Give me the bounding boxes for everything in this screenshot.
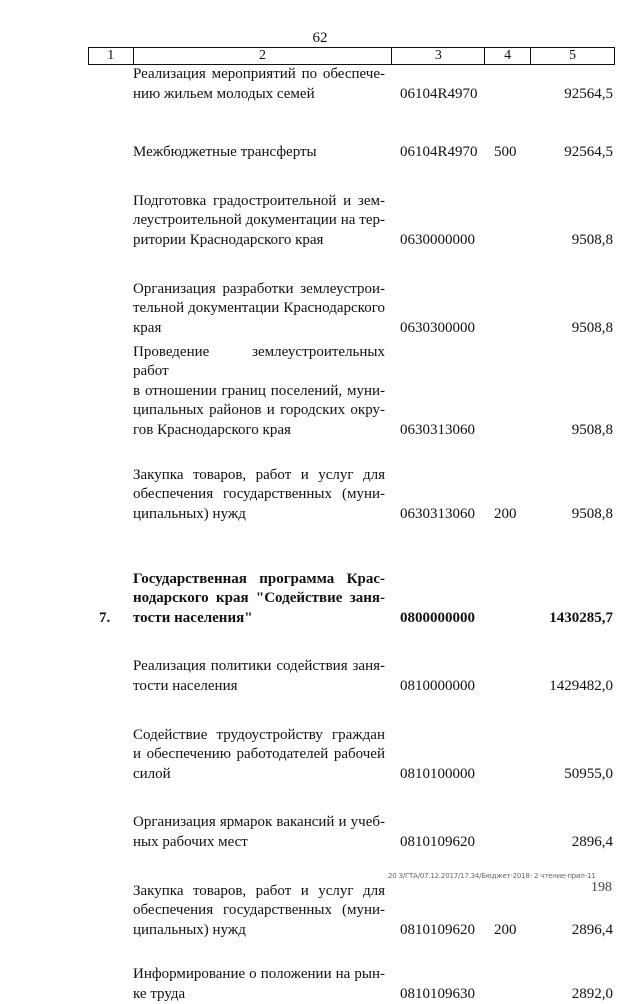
table-row bbox=[0, 66, 640, 104]
description-line: ципальных районов и городских окру- bbox=[133, 401, 385, 421]
description-line: Межбюджетные трансферты bbox=[133, 143, 385, 163]
table-row bbox=[0, 714, 640, 784]
row-target-code: 0630313060 bbox=[400, 505, 475, 525]
description-line: Закупка товаров, работ и услуг для bbox=[133, 882, 385, 902]
description-line: и обеспечению работодателей рабочей bbox=[133, 745, 385, 765]
table-row bbox=[0, 180, 640, 250]
table-row bbox=[0, 458, 640, 524]
column-header-table bbox=[88, 47, 615, 65]
row-description bbox=[133, 65, 385, 104]
row-description bbox=[133, 570, 385, 629]
row-target-code: 0810109620 bbox=[400, 921, 475, 941]
row-description bbox=[133, 726, 385, 785]
row-target-code: 0810100000 bbox=[400, 765, 475, 785]
row-amount: 2896,4 bbox=[572, 833, 613, 853]
budget-rows bbox=[0, 66, 640, 1004]
row-expense-type: 200 bbox=[494, 921, 517, 941]
description-line: нию жильем молодых семей bbox=[133, 85, 385, 105]
description-line: ритории Краснодарского края bbox=[133, 231, 385, 251]
row-amount: 92564,5 bbox=[564, 143, 613, 163]
row-amount: 50955,0 bbox=[564, 765, 613, 785]
row-target-code: 0810000000 bbox=[400, 677, 475, 697]
row-expense-type: 500 bbox=[494, 143, 517, 163]
row-amount: 1430285,7 bbox=[549, 609, 613, 629]
description-line: в отношении границ поселений, муни- bbox=[133, 382, 385, 402]
description-line: Организация разработки землеустрои- bbox=[133, 280, 385, 300]
description-line: Реализация мероприятий по обеспече- bbox=[133, 65, 385, 85]
table-row bbox=[0, 548, 640, 628]
description-line: тости населения bbox=[133, 677, 385, 697]
row-description bbox=[133, 882, 385, 941]
description-line: Закупка товаров, работ и услуг для bbox=[133, 466, 385, 486]
row-description bbox=[133, 466, 385, 525]
row-number: 7. bbox=[99, 609, 110, 629]
column-header-2: 2 bbox=[133, 48, 392, 65]
description-line: гов Краснодарского края bbox=[133, 421, 385, 441]
description-line: ципальных) нужд bbox=[133, 921, 385, 941]
row-target-code: 0630000000 bbox=[400, 231, 475, 251]
description-line: Подготовка градостроительной и зем- bbox=[133, 192, 385, 212]
column-header-1: 1 bbox=[89, 48, 134, 65]
description-line: тости населения" bbox=[133, 609, 385, 629]
description-line: ке труда bbox=[133, 985, 385, 1004]
table-row bbox=[0, 128, 640, 162]
table-row bbox=[0, 268, 640, 338]
table-row bbox=[0, 870, 640, 940]
row-amount: 2896,4 bbox=[572, 921, 613, 941]
row-amount: 9508,8 bbox=[572, 505, 613, 525]
column-header-row bbox=[89, 48, 615, 65]
table-row bbox=[0, 802, 640, 852]
row-amount: 9508,8 bbox=[572, 319, 613, 339]
row-amount: 92564,5 bbox=[564, 85, 613, 105]
description-line: обеспечения государственных (муни- bbox=[133, 485, 385, 505]
row-description bbox=[133, 813, 385, 852]
description-line: Проведение землеустроительных работ bbox=[133, 343, 385, 382]
row-description bbox=[133, 280, 385, 339]
row-target-code: 0630300000 bbox=[400, 319, 475, 339]
description-line: тельной документации Краснодарского bbox=[133, 299, 385, 319]
footer-sheet-number: 198 bbox=[591, 880, 612, 896]
row-amount: 1429482,0 bbox=[549, 677, 613, 697]
description-line: Информирование о положении на рын- bbox=[133, 965, 385, 985]
row-amount: 2892,0 bbox=[572, 985, 613, 1004]
description-line: Государственная программа Крас- bbox=[133, 570, 385, 590]
row-description bbox=[133, 192, 385, 251]
description-line: обеспечения государственных (муни- bbox=[133, 901, 385, 921]
row-description bbox=[133, 343, 385, 441]
table-row bbox=[0, 646, 640, 696]
column-header-5: 5 bbox=[530, 48, 614, 65]
description-line: Реализация политики содействия заня- bbox=[133, 657, 385, 677]
row-target-code: 06104R4970 bbox=[400, 143, 478, 163]
column-header-3: 3 bbox=[392, 48, 485, 65]
row-target-code: 0810109620 bbox=[400, 833, 475, 853]
row-amount: 9508,8 bbox=[572, 231, 613, 251]
table-row bbox=[0, 356, 640, 440]
description-line: ципальных) нужд bbox=[133, 505, 385, 525]
description-line: Содействие трудоустройству граждан bbox=[133, 726, 385, 746]
row-target-code: 0630313060 bbox=[400, 421, 475, 441]
description-line: края bbox=[133, 319, 385, 339]
description-line: силой bbox=[133, 765, 385, 785]
column-header-4: 4 bbox=[485, 48, 531, 65]
row-description bbox=[133, 143, 385, 163]
row-target-code: 0810109630 bbox=[400, 985, 475, 1004]
row-expense-type: 200 bbox=[494, 505, 517, 525]
row-amount: 9508,8 bbox=[572, 421, 613, 441]
description-line: нодарского края "Содействие заня- bbox=[133, 589, 385, 609]
description-line: Организация ярмарок вакансий и учеб- bbox=[133, 813, 385, 833]
table-row bbox=[0, 958, 640, 1004]
row-target-code: 06104R4970 bbox=[400, 85, 478, 105]
description-line: ных рабочих мест bbox=[133, 833, 385, 853]
row-description bbox=[133, 965, 385, 1004]
description-line: леустроительной документации на тер- bbox=[133, 211, 385, 231]
page-number: 62 bbox=[0, 30, 640, 47]
footer-document-code: 20 З/ГТА/07.12.2017/17.34/Бюджет-2018- 2 чтение-прил-11 bbox=[388, 872, 595, 880]
row-description bbox=[133, 657, 385, 696]
row-target-code: 0800000000 bbox=[400, 609, 475, 629]
